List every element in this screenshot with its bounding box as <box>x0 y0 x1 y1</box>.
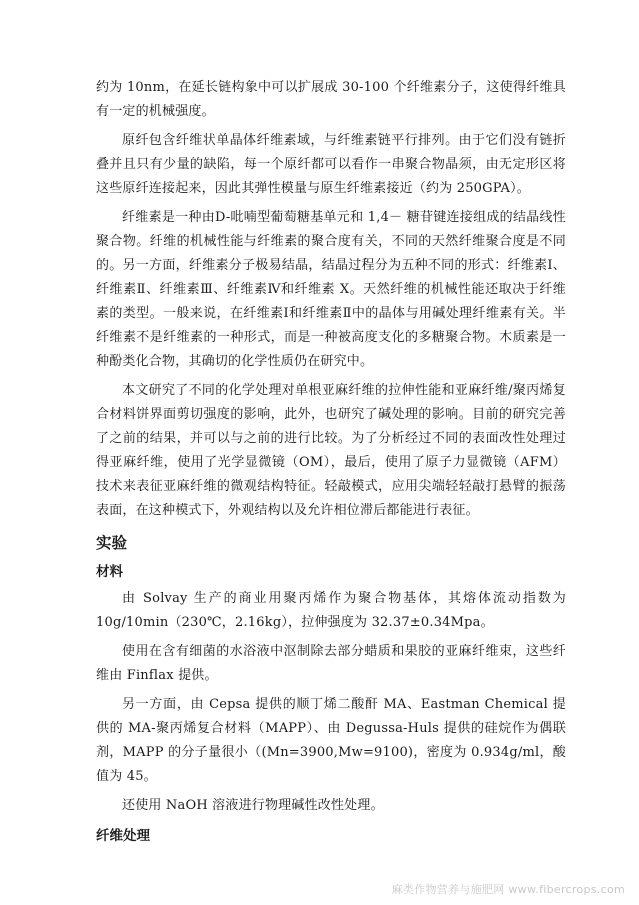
paragraph-flax-fiber: 使用在含有细菌的水浴液中沤制除去部分蜡质和果胶的亚麻纤维束，这些纤维由 Finflax 提供。 <box>96 644 566 683</box>
watermark-text: 麻类作物营养与施肥网 www.fibercrops.com <box>391 883 625 896</box>
paragraph-polypropylene: 由 Solvay 生产的商业用聚丙烯作为聚合物基体，其熔体流动指数为 10g/10min（230℃，2.16kg），拉伸强度为 32.37±0.34Mpa。 <box>96 591 566 630</box>
subsection-title-materials: 材料 <box>96 564 123 580</box>
section-title-experiment: 实验 <box>96 534 128 552</box>
paragraph-naoh: 还使用 NaOH 溶液进行物理碱性改性处理。 <box>122 798 384 813</box>
paragraph-fibril-size: 约为 10nm，在延长链构象中可以扩展成 30-100 个纤维素分子，这使得纤维具有一定的机械强度。 <box>96 80 566 119</box>
paragraph-cellulose: 纤维素是一种由D-吡喃型葡萄糖基单元和 1,4－ 糖苷键连接组成的结晶线性聚合物。纤维的机械性能与纤维素的聚合度有关，不同的天然纤维聚合度是不同的。另一方面，纤维素分子极易结晶，结晶过程分为五种不同的形式：纤维素Ⅰ、纤维素Ⅱ、纤维素Ⅲ、纤维素Ⅳ和纤维素 X。天然纤维的机械性能还取决于纤维素的类型。一般来说，在纤维素Ⅰ和纤维素Ⅱ中的晶体与用碱处理纤维素有关。半纤维素不是纤维素的一种形式，而是一种被高度支化的多糖聚合物。木质素是一种酚类化合物，其确切的化学性质仍在研究中。 <box>96 210 566 369</box>
document-body <box>96 76 566 851</box>
paragraph-coupling-agents: 另一方面，由 Cepsa 提供的顺丁烯二酸酐 MA、Eastman Chemical 提供的 MA-聚丙烯复合材料（MAPP）、由 Degussa-Huls 提供的硅烷作为偶联剂，MAPP 的分子量很小（(Mn=3900,Mw=9100)，密度为 0.934g/ml，酸值为 45。 <box>96 697 566 784</box>
paragraph-study-aim: 本文研究了不同的化学处理对单根亚麻纤维的拉伸性能和亚麻纤维/聚丙烯复合材料饼界面剪切强度的影响，此外，也研究了碱处理的影响。目前的研究完善了之前的结果，并可以与之前的进行比较。为了分析经过不同的表面改性处理过得亚麻纤维，使用了光学显微镜（OM），最后，使用了原子力显微镜（AFM）技术来表征亚麻纤维的微观结构特征。轻敲模式，应用尖端轻轻敲打悬臂的振荡表面，在这种模式下，外观结构以及允许相位滞后都能进行表征。 <box>96 383 566 518</box>
paragraph-microfibril: 原纤包含纤维状单晶体纤维素域，与纤维素链平行排列。由于它们没有链折叠并且只有少量的缺陷，每一个原纤都可以看作一串聚合物晶须，由无定形区将这些原纤连接起来，因此其弹性模量与原生纤维素接近（约为 250GPA）。 <box>96 133 566 196</box>
subsection-title-fiber-treatment: 纤维处理 <box>96 828 150 844</box>
